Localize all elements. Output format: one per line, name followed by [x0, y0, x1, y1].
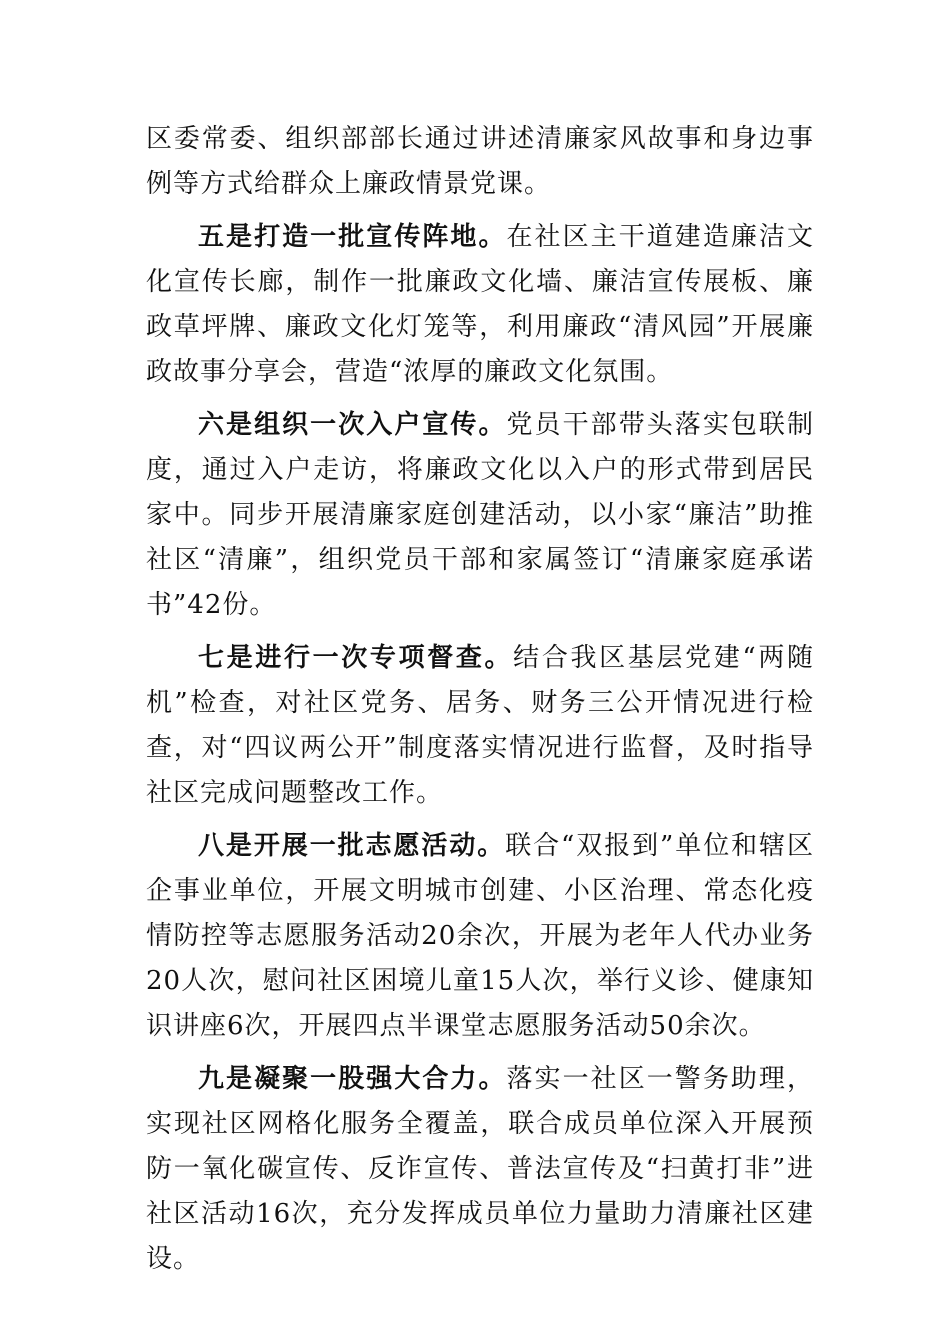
paragraph-heading: 六是组织一次入户宣传。	[198, 410, 507, 440]
paragraph-text: 在社区主干道建造廉洁文化宣传长廊，制作一批廉政文化墙、廉洁宣传展板、廉政草坪牌、廉政文化灯笼等，利用廉政“清风园”开展廉政故事分享会，营造“浓厚的廉政文化氛围。	[146, 222, 814, 387]
paragraph-heading: 五是打造一批宣传阵地。	[198, 222, 507, 252]
paragraph-text: 结合我区基层党建“两随机”检查，对社区党务、居务、财务三公开情况进行检查，对“四议两公开”制度落实情况进行监督，及时指导社区完成问题整改工作。	[146, 643, 814, 808]
paragraph-item-nine	[146, 1057, 814, 1282]
paragraph-heading: 九是凝聚一股强大合力。	[198, 1064, 507, 1094]
paragraph-item-six	[146, 403, 814, 628]
paragraph-text: 联合“双报到”单位和辖区企事业单位，开展文明城市创建、小区治理、常态化疫情防控等志愿服务活动20余次，开展为老年人代办业务20人次，慰问社区困境儿童15人次，举行义诊、健康知识讲座6次，开展四点半课堂志愿服务活动50余次。	[146, 831, 814, 1041]
paragraph-text: 落实一社区一警务助理，实现社区网格化服务全覆盖，联合成员单位深入开展预防一氧化碳宣传、反诈宣传、普法宣传及“扫黄打非”进社区活动16次，充分发挥成员单位力量助力清廉社区建设。	[146, 1064, 814, 1274]
paragraph-heading: 八是开展一批志愿活动。	[198, 831, 506, 861]
paragraph-item-seven	[146, 636, 814, 816]
paragraph-heading: 七是进行一次专项督查。	[198, 643, 514, 673]
document-page	[146, 117, 814, 1282]
paragraph-item-eight	[146, 824, 814, 1049]
paragraph-text: 党员干部带头落实包联制度，通过入户走访，将廉政文化以入户的形式带到居民家中。同步开展清廉家庭创建活动，以小家“廉洁”助推社区“清廉”，组织党员干部和家属签订“清廉家庭承诺书”42份。	[146, 410, 814, 620]
paragraph-text: 区委常委、组织部部长通过讲述清廉家风故事和身边事例等方式给群众上廉政情景党课。	[146, 124, 814, 199]
paragraph-item-five	[146, 215, 814, 395]
paragraph-continuation	[146, 117, 814, 207]
